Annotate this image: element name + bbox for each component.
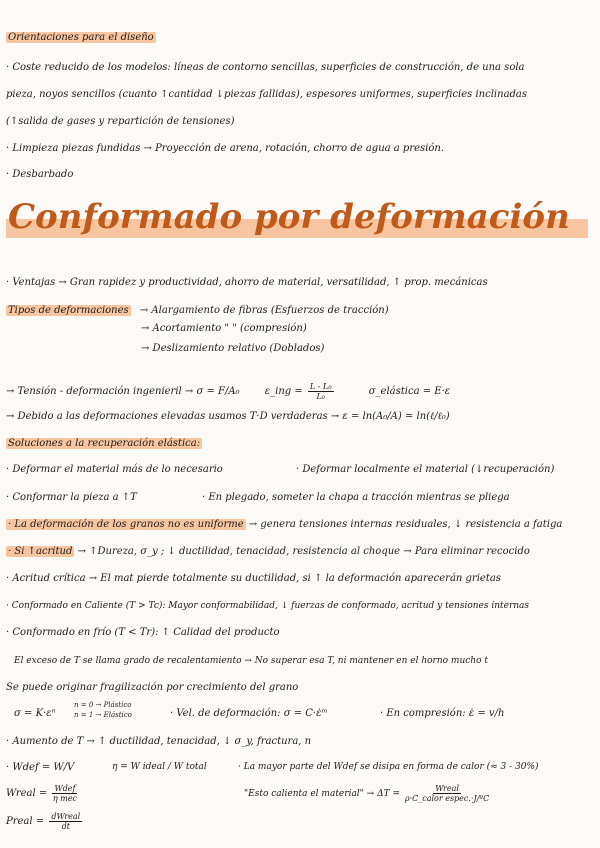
design-guidelines-heading: Orientaciones para el diseño xyxy=(8,32,154,43)
section-title: Conformado por deformación xyxy=(6,196,588,238)
note-line: pieza, noyos sencillos (cuanto ↑cantidad ↓piezas fallidas), espesores uniformes, superficies inclinadas xyxy=(6,89,528,100)
solution-item: · Deformar localmente el material (↓recuperación) xyxy=(296,464,555,475)
deformation-type: → Deslizamiento relativo (Doblados) xyxy=(141,343,325,354)
engineering-strain-fraction: $\frac{\text{L - L₀}}{\text{L₀}}$ xyxy=(309,382,332,401)
stress-strain-line: → Tensión - deformación ingenieril → σ = F/A₀ ε_ing = $\frac{\text{L - L₀}}{\text{L₀}}$ σ_elástica = E·ε xyxy=(6,382,451,401)
overheating-line: El exceso de T se llama grado de recalentamiento → No superar esa T, ni mantener en el horno mucho t xyxy=(14,656,488,666)
hardening-line: · Si ↑acritud → ↑Dureza, σ_y ; ↓ ductilidad, tenacidad, resistencia al choque → Para eliminar recocido xyxy=(8,546,530,557)
temperature-effect-line: · Aumento de T → ↑ ductilidad, tenacidad, ↓ σ_y, fractura, n xyxy=(6,736,312,747)
embrittlement-line: Se puede originar fragilización por crecimiento del grano xyxy=(6,682,299,693)
heat-dissipation-note: · La mayor parte del Wdef se disipa en forma de calor (≈ 3 - 30%) xyxy=(238,762,539,772)
real-power: Preal = $\frac{\text{dWreal}}{dt}$ xyxy=(6,812,81,831)
note-line: (↑salida de gases y repartición de tensiones) xyxy=(6,116,235,127)
note-line: · Coste reducido de los modelos: líneas de contorno sencillas, superficies de construcción, de una sola xyxy=(6,62,525,73)
deformation-types: Tipos de deformaciones → Alargamiento de fibras (Esfuerzos de tracción) xyxy=(8,305,389,316)
critical-hardening-line: · Acritud crítica → El mat pierde totalmente su ductilidad, si ↑ la deformación aparecerán grietas xyxy=(6,573,501,584)
note-line: · Desbarbado xyxy=(6,169,74,180)
note-line: · Limpieza piezas fundidas → Proyección de arena, rotación, chorro de agua a presión. xyxy=(6,143,445,154)
strain-rate-law: · Vel. de deformación: σ = C·ε̇ᵐ xyxy=(170,708,328,719)
cold-forming-line: · Conformado en frío (T < Tr): ↑ Calidad del producto xyxy=(6,627,280,638)
solution-item: · Conformar la pieza a ↑T xyxy=(6,492,137,503)
elastic-recovery-heading: Soluciones a la recuperación elástica: xyxy=(8,438,201,449)
flow-law: σ = K·εⁿ xyxy=(14,708,56,719)
real-work: Wreal = $\frac{\text{Wdef}}{\text{η mec}}$ xyxy=(6,784,78,803)
solution-item: · En plegado, someter la chapa a tracción mientras se pliega xyxy=(202,492,510,503)
true-strain-line: → Debido a las deformaciones elevadas usamos T·D verdaderas → ε = ln(A₀/A) = ln(ℓ/ℓ₀) xyxy=(6,411,450,422)
compression-rate: · En compresión: ε̇ = v/h xyxy=(380,708,505,719)
non-uniform-line: · La deformación de los granos no es uniforme → genera tensiones internas residuales, ↓ resistencia a fatiga xyxy=(8,519,563,530)
deformation-work: · Wdef = W/V xyxy=(6,762,75,773)
flow-law-case: n = 0 → Plástico xyxy=(74,701,132,709)
temperature-rise: "Esto calienta el material" → ΔT = $\frac{\text{Wreal}}{\text{ρ·C\_calor espec.·J/ºC}}$ xyxy=(244,784,490,803)
advantages-line: · Ventajas → Gran rapidez y productividad, ahorro de material, versatilidad, ↑ prop. mecánicas xyxy=(6,277,488,288)
deformation-types-label: Tipos de deformaciones xyxy=(8,305,129,316)
efficiency: η = W ideal / W total xyxy=(112,762,207,772)
hot-forming-line: · Conformado en Caliente (T > Tc): Mayor conformabilidad, ↓ fuerzas de conformado, acritud y tensiones internas xyxy=(6,601,530,611)
flow-law-case: n = 1 → Elástico xyxy=(74,711,132,719)
solution-item: · Deformar el material más de lo necesario xyxy=(6,464,223,475)
deformation-type: → Acortamiento " " (compresión) xyxy=(141,323,307,334)
